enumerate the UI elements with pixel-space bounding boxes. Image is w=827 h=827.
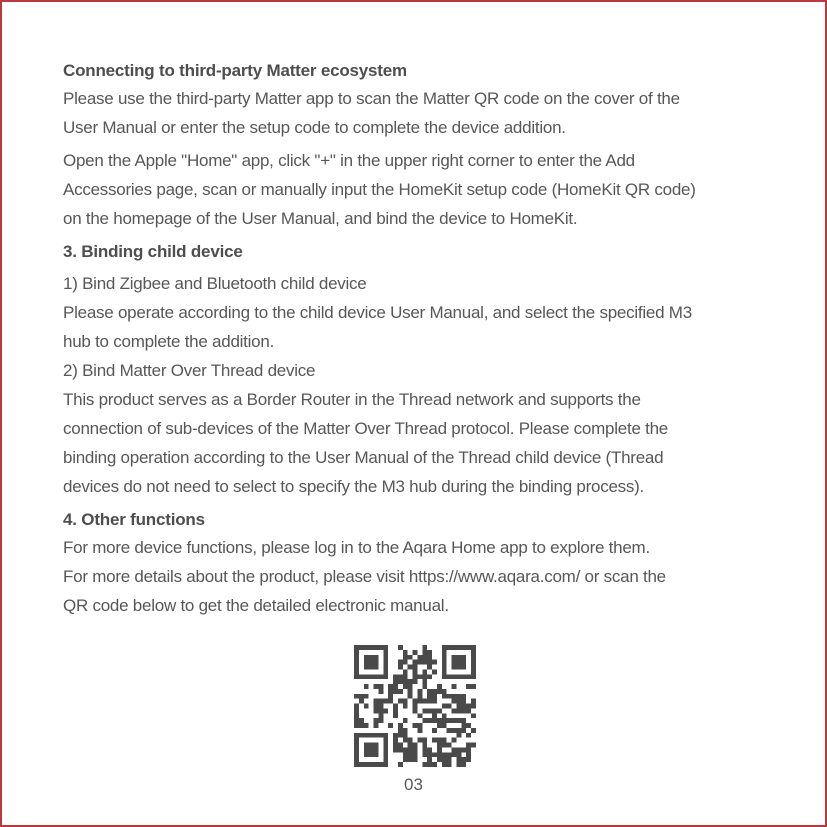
matter-heading: Connecting to third-party Matter ecosystem	[63, 61, 407, 80]
other-text-line: For more details about the product, please visit https://www.aqara.com/ or scan the	[63, 567, 666, 586]
homekit-text-line: on the homepage of the User Manual, and bind the device to HomeKit.	[63, 209, 578, 228]
matter-text-line: User Manual or enter the setup code to complete the device addition.	[63, 118, 566, 137]
binding-sub2-title: 2) Bind Matter Over Thread device	[63, 361, 316, 380]
binding-text-line: hub to complete the addition.	[63, 332, 275, 351]
matter-text-line: Please use the third-party Matter app to scan the Matter QR code on the cover of the	[63, 89, 680, 108]
binding-heading: 3. Binding child device	[63, 242, 243, 261]
other-text-line: For more device functions, please log in to the Aqara Home app to explore them.	[63, 538, 650, 557]
qr-code-icon	[354, 645, 476, 767]
homekit-text-line: Open the Apple "Home" app, click "+" in the upper right corner to enter the Add	[63, 151, 635, 170]
binding-text-line: binding operation according to the User Manual of the Thread child device (Thread	[63, 448, 664, 467]
other-heading: 4. Other functions	[63, 510, 205, 529]
page-number: 03	[404, 775, 423, 794]
other-text-line: QR code below to get the detailed electronic manual.	[63, 596, 449, 615]
binding-text-line: Please operate according to the child device User Manual, and select the specified M3	[63, 303, 692, 322]
binding-text-line: This product serves as a Border Router in the Thread network and supports the	[63, 390, 641, 409]
page-content	[63, 58, 763, 620]
binding-text-line: connection of sub-devices of the Matter Over Thread protocol. Please complete the	[63, 419, 668, 438]
binding-text-line: devices do not need to select to specify the M3 hub during the binding process).	[63, 477, 645, 496]
homekit-text-line: Accessories page, scan or manually input the HomeKit setup code (HomeKit QR code)	[63, 180, 696, 199]
binding-sub1-title: 1) Bind Zigbee and Bluetooth child device	[63, 274, 367, 293]
